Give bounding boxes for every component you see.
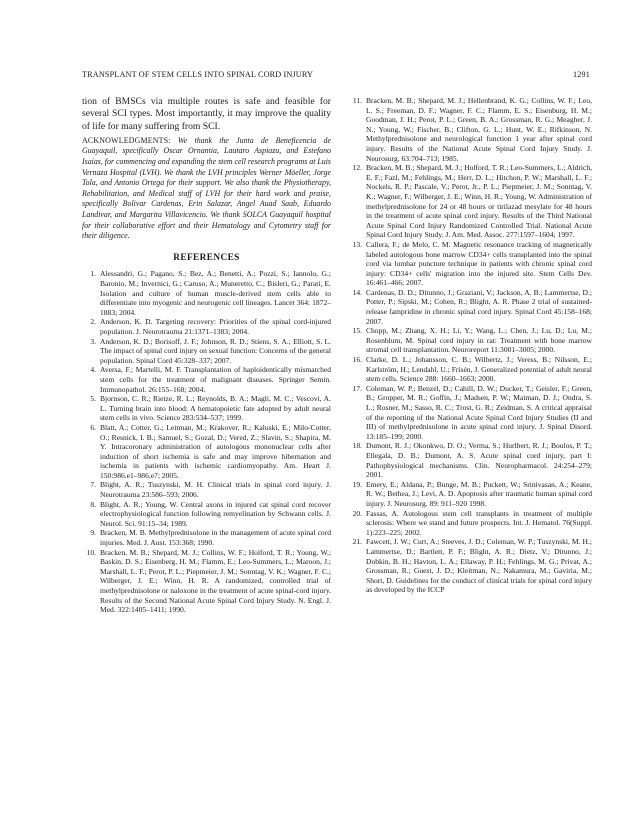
reference-text: Blatt, A.; Cotter, G.; Leitman, M.; Krakover, R.; Kaluski, E.; Milo-Cotter, O.; Resnick, I. B.; Samuel, S.; Gozal, D.; Vered, Z.; Slavin, S.; Shapira, M. Y. Intracoronary administration of autologous mononuclear cells after induction of short ischemia is safe and may improve hibernation and ischemia in patients with ischemic cardiomyopathy. Am. Heart J. 150:986.e1–986.e7; 2005. <box>100 422 331 480</box>
reference-item <box>346 326 592 355</box>
reference-item <box>82 394 331 423</box>
reference-number: 11. <box>352 96 362 105</box>
reference-number: 7. <box>90 480 96 490</box>
page-number: 1291 <box>573 70 590 79</box>
reference-number: 2. <box>90 317 96 327</box>
reference-text: Anderson, K. D.; Borisoff, J. F.; Johnson, R. D.; Stiens, S. A.; Elliott, S. L. The impact of spinal cord injury on sexual function: Concerns of the general population. Spinal Cord 45:328–337; 2007. <box>100 336 331 365</box>
reference-text: Alessandri, G.; Pagano, S.; Bez, A.; Benetti, A.; Pozzi, S.; Iannolo, G.; Baronio, M.; Invernici, G.; Caruso, A.; Muneretto, C.; Bisleri, G.; Parati, E. Isolation and culture of human muscle-derived stem cells able to differentiate into myogenic and neurogenic cell lineages. Lancet 364: 1872–1883; 2004. <box>100 269 331 317</box>
reference-text: Coleman, W. P.; Benzel, D.; Cahill, D. W.; Ducker, T.; Geisler, F.; Green, B.; Gropper, M. R.; Goffin, J.; Madsen, P. W.; Maiman, D. J.; Ondra, S. L.; Rosner, M.; Sasso, R. C.; Trost, G. R.; Zeidman, S. A critical appraisal of the reporting of the National Acute Spinal Cord Injury Studies (II and III) of methylprednisolone in acute spinal cord injury. J. Spinal Disord. 13:185–199; 2000. <box>366 383 592 441</box>
reference-item <box>346 240 592 288</box>
reference-number: 8. <box>90 499 96 509</box>
reference-text: Bracken, M. B. Methylprednisolone in the management of acute spinal cord injuries. Med. J. Aust. 153:368; 1990. <box>100 528 331 548</box>
references-list-left <box>82 269 331 614</box>
reference-text: Bracken, M. B.; Shepard, M. J.; Holford, T. R.; Leo-Summers, L.; Aldrich, E. F.; Fazl, M.; Fehlings, M.; Herr, D. L.; Hitchon, P. W.; Marshall, L. F.; Nockels, R. P.; Pascale, V.; Perot, Jr., P. L.; Piepmeier, J. M.; Sonntag, V. K.; Wagner, F.; Wilberger, J. E.; Winn, H. R.; Young, W. Administration of methylprednisolone for 24 or 48 hours or tirilazad mesylate for 48 hours in the treatment of acute spinal cord injury. Results of the Third National Acute Spinal Cord Injury Randomized Controlled Trial. National Acute Spinal Cord Injury Study. J. Am. Med. Assoc. 277:1597–1604; 1997. <box>366 163 592 240</box>
reference-number: 10. <box>86 547 96 557</box>
reference-item <box>346 96 592 163</box>
reference-number: 19. <box>352 479 362 489</box>
acknowledgments-label: ACKNOWLEDGMENTS: <box>82 135 171 145</box>
reference-number: 9. <box>90 528 96 538</box>
reference-item <box>346 441 592 479</box>
right-column <box>346 96 592 595</box>
reference-item <box>346 355 592 384</box>
reference-text: Blight, A. R.; Tuszynski, M. H. Clinical trials in spinal cord injury. J. Neurotrauma 23:586–593; 2006. <box>100 480 331 500</box>
reference-text: Fassas, A. Autologous stem cell transplants in treatment of multiple sclerosis: Where we stand and future prospects. Int. J. Hematol. 76(Suppl. 1):223–225; 2002. <box>366 508 592 537</box>
reference-item <box>82 423 331 481</box>
reference-item <box>346 163 592 240</box>
reference-number: 12. <box>352 163 362 173</box>
reference-item <box>82 365 331 394</box>
reference-number: 13. <box>352 239 362 249</box>
reference-item <box>82 480 331 499</box>
reference-item <box>346 288 592 326</box>
body-paragraph: tion of BMSCs via multiple routes is safe and feasible for several SCI types. Most importantly, it may improve the quality of life for many suffering from SCI. <box>82 96 331 132</box>
reference-item <box>82 548 331 615</box>
reference-text: Bracken, M. B.; Shepard, M. J.; Hellenbrand, K. G.; Collins, W. F.; Leo, L. S.; Freeman, D. F.; Wagner, F. C.; Flamm, E. S.; Eisenburg, H. M.; Goodman, J. H.; Perot, P. L.; Green, B. A.; Grossman, R. G.; Meagher, J. N.; Young, W.; Fischer, B.; Clifton, G. L.; Hunt, W. E.; Rifkinson, N. Methylprednisolone and neurological function 1 year after spinal cord injury. Results of the National Acute Spinal Cord Injury Study. J. Neurosurg. 63:704–713; 1985. <box>366 96 592 163</box>
reference-text: Callera, F.; de Melo, C. M. Magnetic resonance tracking of magnetically labeled autologous bone marrow CD34+ cells transplanted into the spinal cord via lumbar puncture technique in patients with chronic spinal cord injury: CD34+ cells' migration into the injured site. Stem Cells Dev. 16:461–466; 2007. <box>366 239 592 288</box>
reference-text: Anderson, K. D. Targeting recovery: Priorities of the spinal cord-injured population. J. Neurotrauma 21:1371–1383; 2004. <box>100 317 331 336</box>
reference-text: Bracken, M. B.; Shepard, M. J.; Collins, W. F.; Holford, T. R.; Young, W.; Baskin, D. S.; Eisenberg, H. M.; Flamm, E.; Leo-Summers, L.; Maroon, J.; Marshall, L. F.; Perot, P. L.; Piepmeier, J. M.; Sonntag, V. K.; Wagner, F. C.; Wilberger, J. E.; Winn, H. R. A randomized, controlled trial of methylprednisolone or naloxone in the treatment of acute spinal-cord injury. Results of the Second National Acute Spinal Cord Injury Study. N. Engl. J. Med. 322:1405–1411; 1990. <box>100 547 331 615</box>
reference-number: 18. <box>352 441 362 451</box>
reference-item <box>346 384 592 442</box>
reference-item <box>82 337 331 366</box>
reference-item <box>82 500 331 529</box>
reference-text: Dumont, R. J.; Okonkwo, D. O.; Verma, S.; Hurlbert, R. J.; Boulos, P. T.; Ellegala, D. B.; Dumont, A. S. Acute spinal cord injury, part I: Pathophysiological mechanisms. Clin. Neuropharmacol. 24:254–279; 2001. <box>366 441 592 480</box>
reference-text: Chopp, M.; Zhang, X. H.; Li, Y.; Wang, L.; Chen, J.; Lu, D.; Lu, M.; Rosenblum, M. Spinal cord injury in rat: Treatment with bone marrow stromal cell transplantation. Neuroreport 11:3001–3005; 2000. <box>366 326 592 355</box>
reference-item <box>82 528 331 547</box>
reference-text: Bjornson, C. R.; Rietze, R. L.; Reynolds, B. A.; Magli, M. C.; Vescovi, A. L. Turning brain into blood: A hematopoietic fate adopted by adult neural stem cells in vivo. Science 283:534–537; 1999. <box>100 394 331 423</box>
reference-text: Clarke, D. L.; Johansson, C. B.; Wilbertz, J.; Veress, B.; Nilsson, E.; Karlström, H.; Lendahl, U.; Frisén, J. Generalized potential of adult neural stem cells. Science 288: 1660–1663; 2000. <box>366 355 592 384</box>
reference-text: Fawcett, J. W.; Curt, A.; Steeves, J. D.; Coleman, W. P.; Tuszynski, M. H.; Lammertse, D.; Bartlett, P. F.; Blight, A. R.; Dietz, V.; Ditunno, J.; Dobkin, B. H.; Havton, L. A.; Ellaway, P. H.; Fehlings, M. G.; Privat, A.; Grossman, R.; Guest, J. D.; Kleitman, N.; Nakamura, M.; Gaviria, M.; Short, D. Guidelines for the conduct of clinical trials for spinal cord injury as developed by the ICCP <box>366 537 592 595</box>
reference-number: 6. <box>90 422 96 432</box>
reference-text: Blight, A. R.; Young, W. Central axons in injured cat spinal cord recover electrophysiological function following remyelination by Schwann cells. J. Neurol. Sci. 91:15–34; 1989. <box>100 499 331 528</box>
reference-text: Emery, E.; Aldana, P.; Bunge, M. B.; Puckett, W.; Srinivasan, A.; Keane, R. W.; Bethea, J.; Levi, A. D. Apoptosis after traumatic human spinal cord injury. J. Neurosurg. 89: 911–920 1998. <box>366 479 592 508</box>
acknowledgments-text: We thank the Junta de Beneficencia de Guayaquil, specifically Oscar Ornantia, Lautaro Aspiazu, and Estefano Isaias, for commencing and expanding the stem cell research programs at Luis Vernaza Hospital (LVH). We thank the LVH principles Werner Möeller, Jorge Tola, and Antonio Ortega for their support. We also thank the Physiotherapy, Rehabilitation, and Medical staff of LVH for their hard work and praise, specifically Bolivar Cardenas, Erin Salazar, Angel Auad Saab, Eduardo Landivar, and Margarita Villavicencio. We thank SOLCA Guayaquil hospital for their collaborative effort and their Hematology and Cytometry staff for their diligence. <box>82 135 331 241</box>
reference-number: 3. <box>90 336 96 346</box>
left-column <box>82 96 331 615</box>
reference-number: 15. <box>352 326 362 336</box>
running-title: TRANSPLANT OF STEM CELLS INTO SPINAL CORD INJURY <box>82 70 314 79</box>
reference-number: 14. <box>352 287 362 297</box>
references-heading: REFERENCES <box>173 252 240 263</box>
acknowledgments <box>82 136 331 242</box>
reference-item <box>346 537 592 595</box>
reference-item <box>82 269 331 317</box>
references-list-right <box>346 96 592 595</box>
reference-number: 20. <box>352 508 362 518</box>
reference-text: Aversa, F.; Martelli, M. F. Transplantation of haploidentically mismatched stem cells for the treatment of malignant diseases. Springer Semin. Immunopathol. 26:155–168; 2004. <box>100 365 331 394</box>
reference-item <box>346 509 592 538</box>
reference-number: 21. <box>352 537 362 547</box>
reference-number: 4. <box>90 365 96 375</box>
reference-item <box>82 317 331 336</box>
reference-number: 17. <box>352 383 362 393</box>
running-header <box>82 70 590 82</box>
reference-item <box>346 480 592 509</box>
reference-number: 1. <box>90 269 96 279</box>
reference-number: 16. <box>352 355 362 365</box>
reference-number: 5. <box>90 394 96 404</box>
reference-text: Cardenas, D. D.; Ditunno, J.; Graziani, V.; Jackson, A. B.; Lammertse, D.; Potter, P.; Sipski, M.; Cohen, R.; Blight, A. R. Phase 2 trial of sustained-release fampridine in chronic spinal cord injury. Spinal Cord 45:158–168; 2007. <box>366 287 592 326</box>
